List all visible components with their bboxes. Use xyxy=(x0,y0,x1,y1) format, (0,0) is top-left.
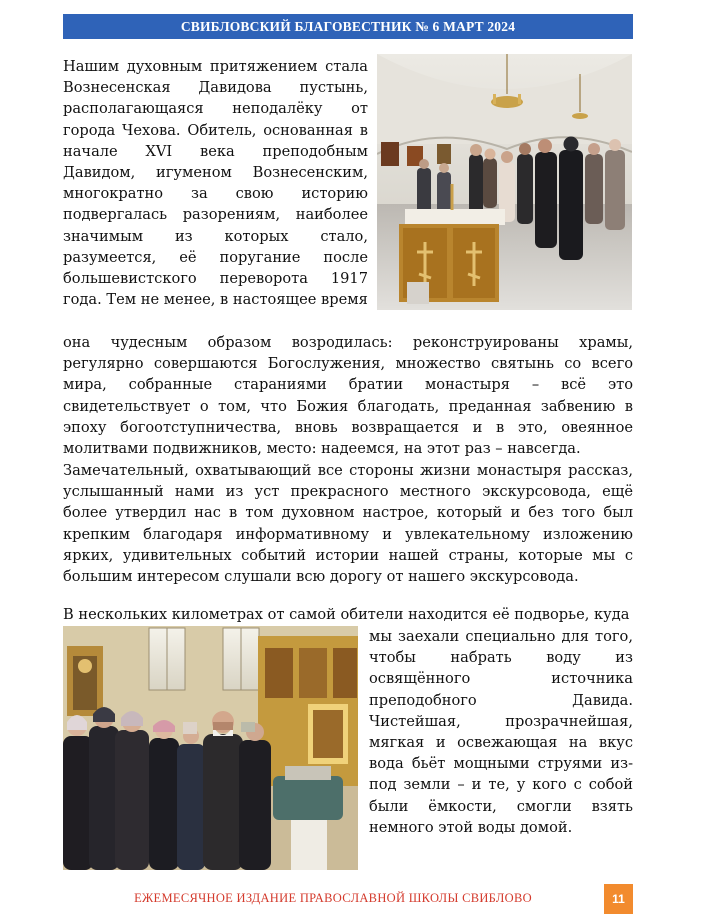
church-group-photo xyxy=(63,626,358,870)
footer-text: ЕЖЕМЕСЯЧНОЕ ИЗДАНИЕ ПРАВОСЛАВНОЙ ШКОЛЫ СВИБЛОВО xyxy=(134,890,532,905)
church-interior-photo xyxy=(377,54,632,310)
article-paragraph-1-top: Нашим духовным притяжением стала Вознесенская Давидова пустынь, располагающаяся неподалёку от города Чехова. Обитель, основанная в начале XVI века преподобным Давидом, игуменом Вознесенским, многократно за свою историю подвергалась разорениям, наиболее значимым из которых стало, разумеется, её поругание после большевистского переворота 1917 года. Тем не менее, в настоящее время xyxy=(63,58,368,309)
article-paragraph-3-rest: мы заехали специально для того, чтобы набрать воду из освящённого источника преподобного Давида. Чистейшая, прозрачнейшая, мягкая и освежающая на вкус вода бьёт мощными струями из-под земли – и те, у кого с собой были ёмкости, смогли взять немного этой воды домой. xyxy=(369,628,633,836)
article-paragraph-1-rest: она чудесным образом возродилась: реконструированы храмы, регулярно совершаются Богослужения, множество святынь со всего мира, собранные стараниями братии монастыря – всё это свидетельствует о том, что Божия благодать, преданная забвению в эпоху богоотступничества, вновь возвращается и в это, овеянное молитвами подвижников, место: надеемся, на этот раз – навсегда. xyxy=(63,334,633,458)
header-title: СВИБЛОВСКИЙ БЛАГОВЕСТНИК № 6 МАРТ 2024 xyxy=(180,18,516,34)
page-number-label: 11 xyxy=(612,892,625,906)
page-footer xyxy=(63,884,603,912)
article-paragraph-3-first-line: В нескольких километрах от самой обители находится её подворье, куда xyxy=(63,606,630,623)
page-number xyxy=(604,884,633,914)
article-paragraph-2: Замечательный, охватывающий все стороны жизни монастыря рассказ, услышанный нами из уст прекрасного местного экскурсовода, ещё более утвердил нас в том духовном настрое, который и без того был крепким благодаря информативному и увлекательному изложению ярких, удивительных событий истории нашей страны, которые мы с большим интересом слушали всю дорогу от нашего экскурсовода. xyxy=(63,462,633,586)
page-header xyxy=(63,14,633,39)
